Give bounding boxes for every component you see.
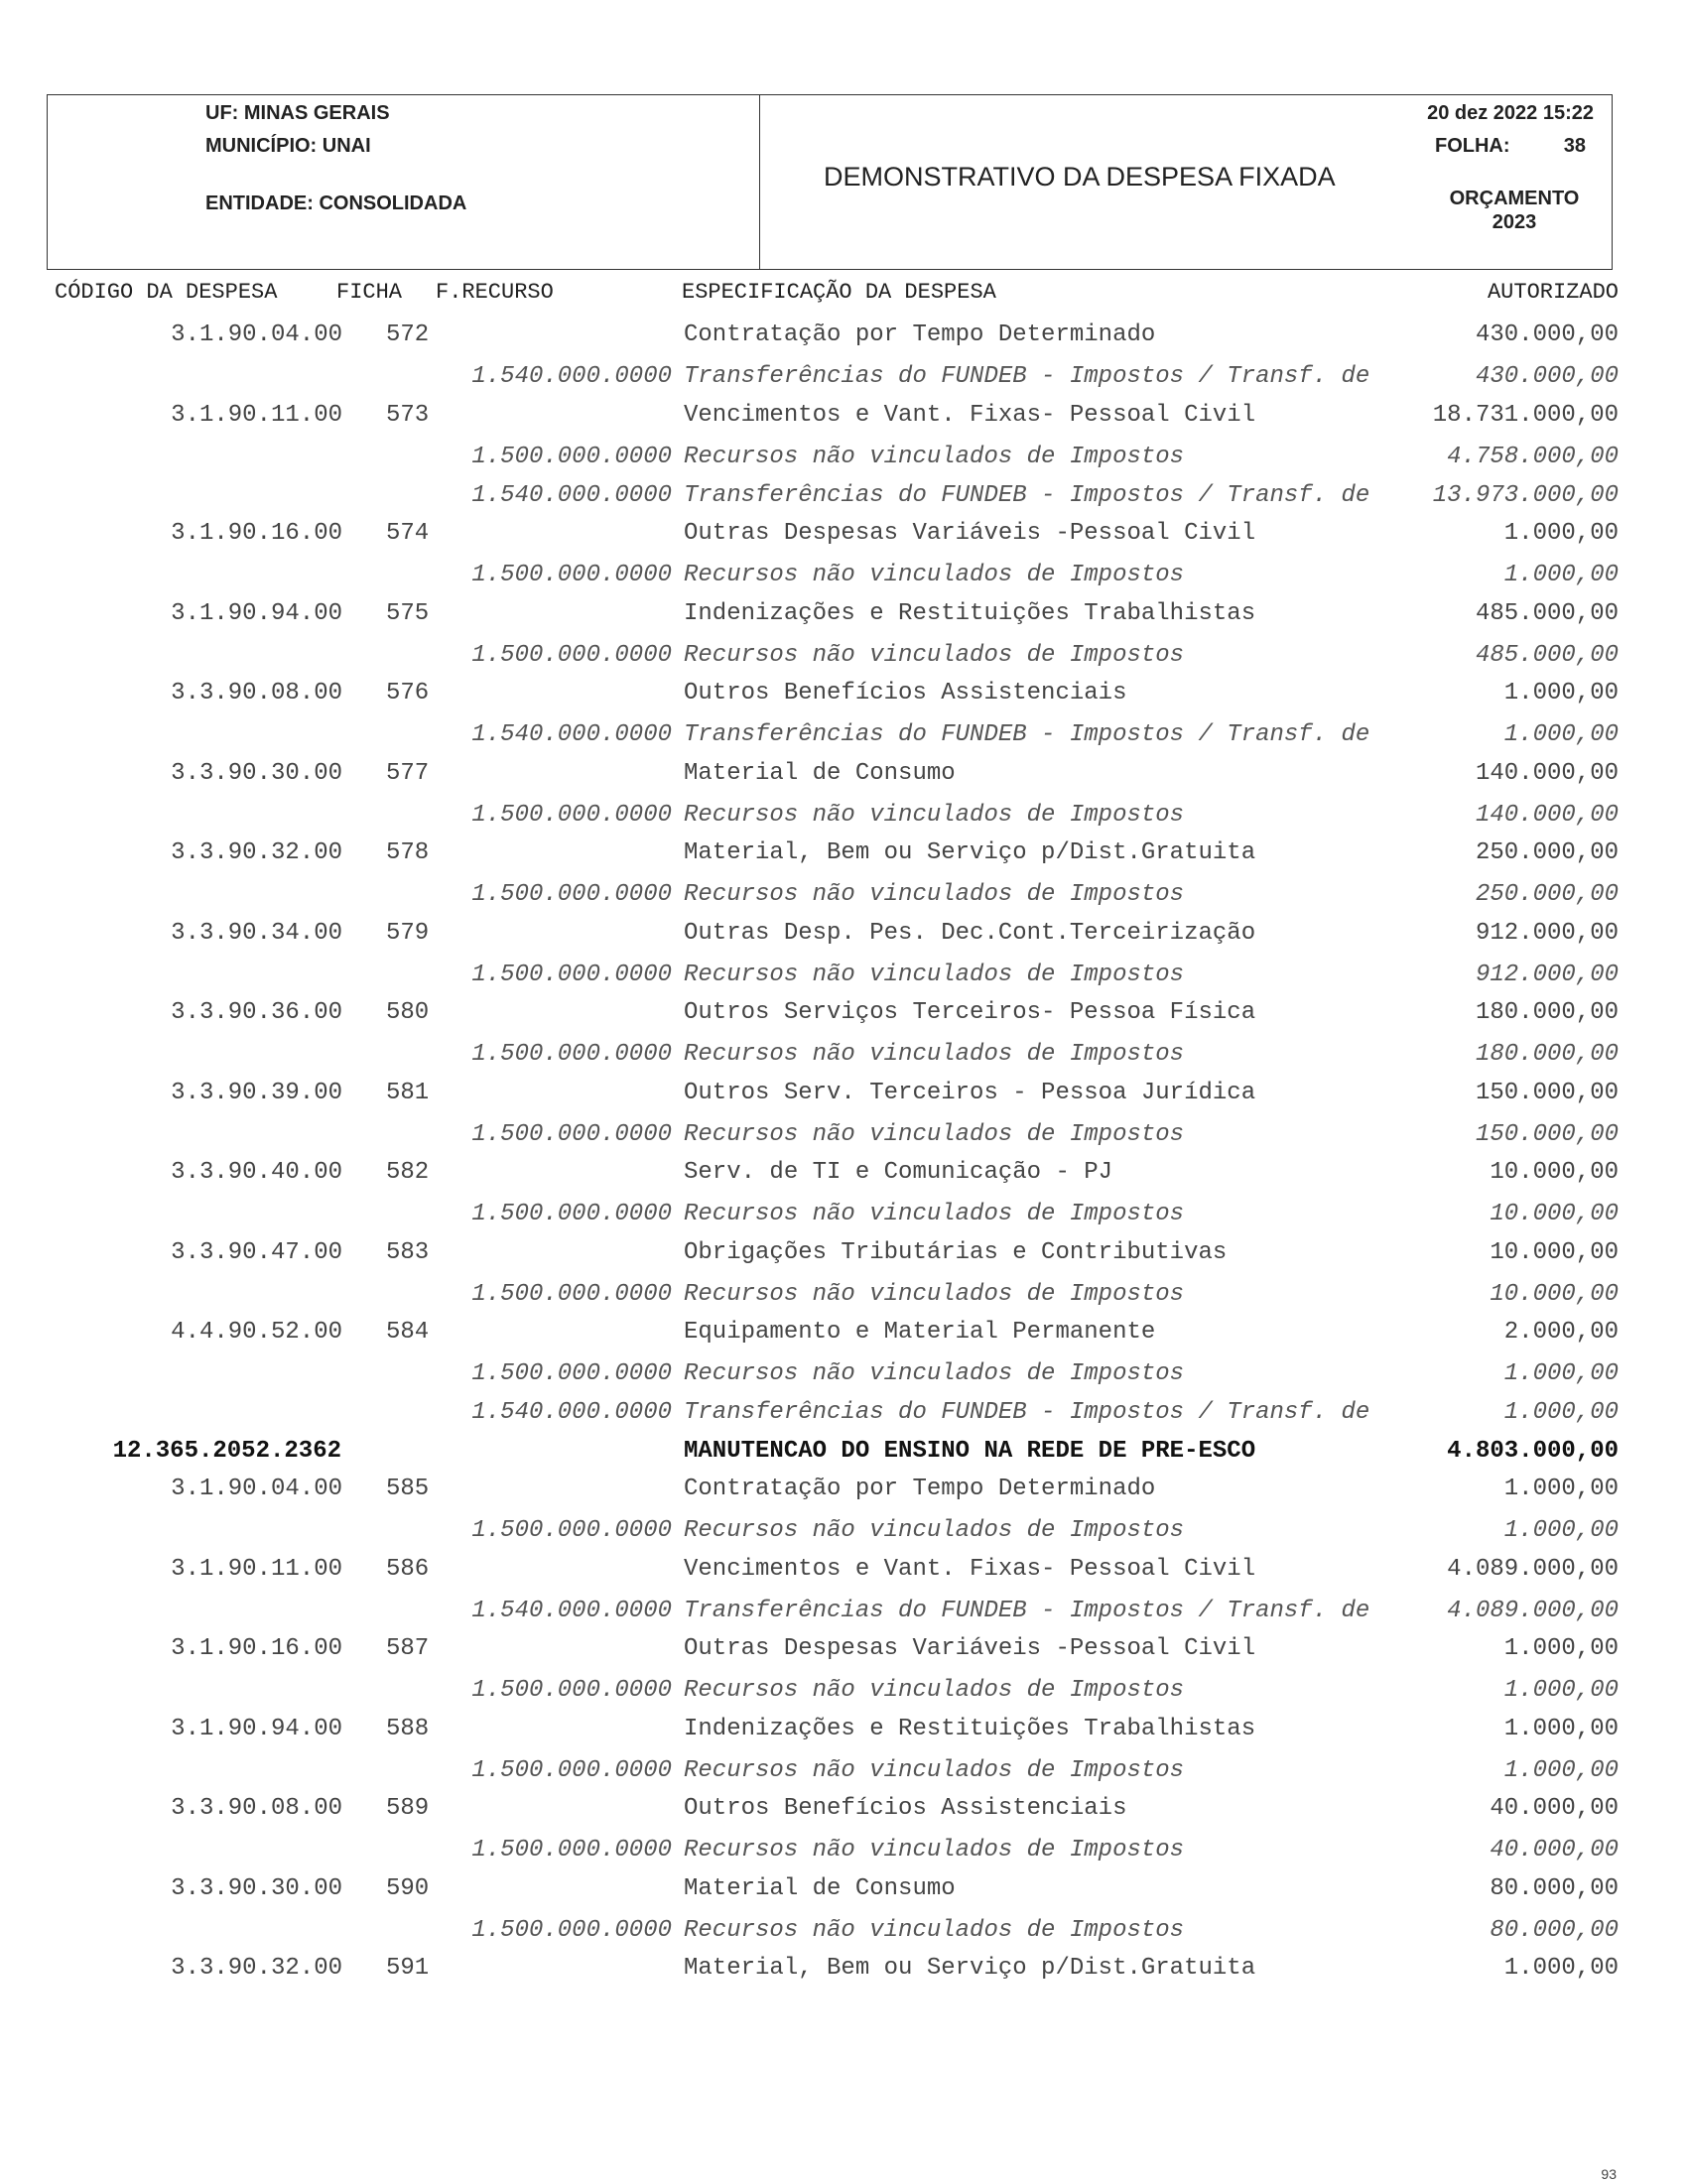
expense-code: 4.4.90.52.00 (171, 1319, 342, 1346)
resource-code: 1.500.000.0000 (471, 802, 672, 829)
expense-description: Recursos não vinculados de Impostos (684, 1837, 1185, 1863)
authorized-value: 13.973.000,00 (1432, 482, 1619, 509)
resource-code: 1.540.000.0000 (471, 721, 672, 748)
header-municipio: MUNICÍPIO: UNAI (205, 135, 371, 157)
expense-code: 3.1.90.04.00 (171, 321, 342, 348)
ficha-number: 589 (386, 1795, 430, 1822)
expense-code: 3.3.90.32.00 (171, 1955, 342, 1982)
expense-code: 3.3.90.40.00 (171, 1159, 342, 1186)
expense-description: Indenizações e Restituições Trabalhistas (684, 1716, 1256, 1742)
expense-row (0, 1080, 1688, 1109)
resource-code: 1.500.000.0000 (471, 562, 672, 588)
resource-code: 1.500.000.0000 (471, 1837, 672, 1863)
expense-row (0, 321, 1688, 351)
authorized-value: 140.000,00 (1475, 802, 1619, 829)
authorized-value: 2.000,00 (1503, 1319, 1619, 1346)
resource-code: 1.540.000.0000 (471, 1598, 672, 1624)
expense-code: 3.3.90.34.00 (171, 920, 342, 947)
authorized-value: 1.000,00 (1503, 1399, 1619, 1426)
expense-description: Recursos não vinculados de Impostos (684, 1041, 1185, 1068)
source-row (0, 444, 1688, 473)
ficha-number: 591 (386, 1955, 430, 1982)
source-row (0, 721, 1688, 751)
expense-description: Recursos não vinculados de Impostos (684, 1757, 1185, 1784)
expense-description: Recursos não vinculados de Impostos (684, 1517, 1185, 1544)
expense-row (0, 680, 1688, 709)
source-row (0, 1399, 1688, 1429)
resource-code: 1.500.000.0000 (471, 962, 672, 988)
expense-code: 3.3.90.08.00 (171, 1795, 342, 1822)
authorized-value: 40.000,00 (1490, 1795, 1619, 1822)
expense-description: Recursos não vinculados de Impostos (684, 1281, 1185, 1308)
expense-description: Transferências do FUNDEB - Impostos / Transf. de (684, 1399, 1370, 1426)
header-folha-label: FOLHA: (1435, 135, 1510, 157)
header-orcamento-label: ORÇAMENTO (1449, 188, 1580, 209)
expense-description: Transferências do FUNDEB - Impostos / Transf. de (684, 1598, 1370, 1624)
ficha-number: 577 (386, 760, 430, 787)
column-header-autorizado: AUTORIZADO (1487, 280, 1619, 305)
authorized-value: 430.000,00 (1475, 321, 1619, 348)
resource-code: 1.540.000.0000 (471, 363, 672, 390)
expense-description: Indenizações e Restituições Trabalhistas (684, 600, 1256, 627)
expense-description: Outras Despesas Variáveis -Pessoal Civil (684, 1635, 1256, 1662)
source-row (0, 1517, 1688, 1547)
source-row (0, 1121, 1688, 1151)
header-folha-number: 38 (1563, 135, 1586, 157)
resource-code: 1.500.000.0000 (471, 444, 672, 470)
expense-code: 3.3.90.32.00 (171, 839, 342, 866)
expense-row (0, 1875, 1688, 1905)
expense-description: Recursos não vinculados de Impostos (684, 1201, 1185, 1227)
resource-code: 1.500.000.0000 (471, 1281, 672, 1308)
authorized-value: 485.000,00 (1475, 642, 1619, 669)
authorized-value: 10.000,00 (1490, 1201, 1619, 1227)
expense-description: Outros Benefícios Assistenciais (684, 1795, 1127, 1822)
authorized-value: 180.000,00 (1475, 1041, 1619, 1068)
source-row (0, 1837, 1688, 1866)
resource-code: 1.500.000.0000 (471, 881, 672, 908)
expense-code: 3.3.90.47.00 (171, 1239, 342, 1266)
expense-code: 3.1.90.11.00 (171, 402, 342, 429)
expense-row (0, 1716, 1688, 1745)
expense-description: Recursos não vinculados de Impostos (684, 444, 1185, 470)
authorized-value: 250.000,00 (1475, 881, 1619, 908)
resource-code: 1.500.000.0000 (471, 1677, 672, 1704)
authorized-value: 1.000,00 (1503, 1360, 1619, 1387)
expense-description: Recursos não vinculados de Impostos (684, 1917, 1185, 1944)
expense-code: 3.1.90.16.00 (171, 520, 342, 547)
authorized-value: 1.000,00 (1503, 1517, 1619, 1544)
column-header-recurso: F.RECURSO (436, 280, 554, 305)
expense-description: Material, Bem ou Serviço p/Dist.Gratuita (684, 839, 1256, 866)
resource-code: 1.500.000.0000 (471, 1360, 672, 1387)
source-row (0, 1201, 1688, 1230)
header-entidade: ENTIDADE: CONSOLIDADA (205, 193, 467, 214)
header-datetime: 20 dez 2022 15:22 (1427, 102, 1594, 124)
authorized-value: 10.000,00 (1490, 1281, 1619, 1308)
ficha-number: 572 (386, 321, 430, 348)
column-header-codigo: CÓDIGO DA DESPESA (55, 280, 278, 305)
source-row (0, 363, 1688, 393)
source-row (0, 962, 1688, 991)
expense-description: Recursos não vinculados de Impostos (684, 642, 1185, 669)
ficha-number: 573 (386, 402, 430, 429)
expense-description: Transferências do FUNDEB - Impostos / Transf. de (684, 363, 1370, 390)
expense-row (0, 760, 1688, 790)
expense-description: Recursos não vinculados de Impostos (684, 802, 1185, 829)
resource-code: 1.500.000.0000 (471, 1121, 672, 1148)
ficha-number: 580 (386, 999, 430, 1026)
expense-description: Contratação por Tempo Determinado (684, 1476, 1156, 1502)
authorized-value: 10.000,00 (1490, 1159, 1619, 1186)
expense-code: 12.365.2052.2362 (112, 1438, 341, 1465)
resource-code: 1.540.000.0000 (471, 1399, 672, 1426)
authorized-value: 1.000,00 (1503, 1757, 1619, 1784)
expense-row (0, 1795, 1688, 1825)
ficha-number: 585 (386, 1476, 430, 1502)
authorized-value: 1.000,00 (1503, 1955, 1619, 1982)
expense-description: Serv. de TI e Comunicação - PJ (684, 1159, 1113, 1186)
expense-row (0, 1319, 1688, 1349)
ficha-number: 590 (386, 1875, 430, 1902)
expense-code: 3.3.90.39.00 (171, 1080, 342, 1106)
expense-description: Obrigações Tributárias e Contributivas (684, 1239, 1228, 1266)
expense-description: Recursos não vinculados de Impostos (684, 1360, 1185, 1387)
resource-code: 1.500.000.0000 (471, 1517, 672, 1544)
resource-code: 1.540.000.0000 (471, 482, 672, 509)
expense-description: Recursos não vinculados de Impostos (684, 1121, 1185, 1148)
authorized-value: 1.000,00 (1503, 721, 1619, 748)
document-title: DEMONSTRATIVO DA DESPESA FIXADA (824, 162, 1336, 192)
expense-row (0, 402, 1688, 432)
source-row (0, 482, 1688, 512)
resource-code: 1.500.000.0000 (471, 1201, 672, 1227)
ficha-number: 584 (386, 1319, 430, 1346)
source-row (0, 1677, 1688, 1707)
header-orcamento-year: 2023 (1492, 211, 1537, 233)
authorized-value: 485.000,00 (1475, 600, 1619, 627)
authorized-value: 4.089.000,00 (1447, 1598, 1619, 1624)
authorized-value: 4.758.000,00 (1447, 444, 1619, 470)
column-header-ficha: FICHA (336, 280, 403, 305)
ficha-number: 583 (386, 1239, 430, 1266)
ficha-number: 574 (386, 520, 430, 547)
expense-row (0, 920, 1688, 950)
ficha-number: 587 (386, 1635, 430, 1662)
expense-description: Vencimentos e Vant. Fixas- Pessoal Civil (684, 402, 1256, 429)
resource-code: 1.500.000.0000 (471, 1041, 672, 1068)
authorized-value: 1.000,00 (1503, 1635, 1619, 1662)
expense-description: Outros Benefícios Assistenciais (684, 680, 1127, 707)
authorized-value: 1.000,00 (1503, 1716, 1619, 1742)
ficha-number: 582 (386, 1159, 430, 1186)
expense-description: Outras Desp. Pes. Dec.Cont.Terceirização (684, 920, 1256, 947)
expense-description: Recursos não vinculados de Impostos (684, 881, 1185, 908)
ficha-number: 586 (386, 1556, 430, 1583)
expense-description: Material de Consumo (684, 1875, 956, 1902)
expense-description: Material de Consumo (684, 760, 956, 787)
authorized-value: 1.000,00 (1503, 680, 1619, 707)
authorized-value: 4.089.000,00 (1447, 1556, 1619, 1583)
source-row (0, 881, 1688, 911)
ficha-number: 578 (386, 839, 430, 866)
ficha-number: 576 (386, 680, 430, 707)
authorized-value: 430.000,00 (1475, 363, 1619, 390)
authorized-value: 180.000,00 (1475, 999, 1619, 1026)
source-row (0, 1041, 1688, 1071)
source-row (0, 1917, 1688, 1947)
expense-row (0, 1476, 1688, 1505)
authorized-value: 140.000,00 (1475, 760, 1619, 787)
source-row (0, 1281, 1688, 1311)
expense-description: Transferências do FUNDEB - Impostos / Transf. de (684, 721, 1370, 748)
expense-code: 3.3.90.30.00 (171, 760, 342, 787)
authorized-value: 80.000,00 (1490, 1917, 1619, 1944)
ficha-number: 581 (386, 1080, 430, 1106)
expense-row (0, 1159, 1688, 1189)
expense-code: 3.1.90.11.00 (171, 1556, 342, 1583)
expense-description: Recursos não vinculados de Impostos (684, 562, 1185, 588)
expense-description: Equipamento e Material Permanente (684, 1319, 1156, 1346)
resource-code: 1.500.000.0000 (471, 1917, 672, 1944)
source-row (0, 1598, 1688, 1627)
authorized-value: 1.000,00 (1503, 1677, 1619, 1704)
expense-code: 3.3.90.36.00 (171, 999, 342, 1026)
authorized-value: 1.000,00 (1503, 1476, 1619, 1502)
authorized-value: 912.000,00 (1475, 920, 1619, 947)
authorized-value: 1.000,00 (1503, 520, 1619, 547)
expense-row (0, 1556, 1688, 1586)
expense-description: Material, Bem ou Serviço p/Dist.Gratuita (684, 1955, 1256, 1982)
expense-code: 3.3.90.30.00 (171, 1875, 342, 1902)
expense-description: Recursos não vinculados de Impostos (684, 962, 1185, 988)
authorized-value: 80.000,00 (1490, 1875, 1619, 1902)
ficha-number: 588 (386, 1716, 430, 1742)
authorized-value: 150.000,00 (1475, 1080, 1619, 1106)
authorized-value: 10.000,00 (1490, 1239, 1619, 1266)
ficha-number: 575 (386, 600, 430, 627)
authorized-value: 1.000,00 (1503, 562, 1619, 588)
header-divider (759, 94, 760, 270)
expense-code: 3.1.90.94.00 (171, 600, 342, 627)
resource-code: 1.500.000.0000 (471, 642, 672, 669)
authorized-value: 250.000,00 (1475, 839, 1619, 866)
page-number: 93 (1601, 2166, 1617, 2182)
program-row (0, 1438, 1688, 1468)
authorized-value: 40.000,00 (1490, 1837, 1619, 1863)
column-header-especificacao: ESPECIFICAÇÃO DA DESPESA (682, 280, 996, 305)
expense-description: Outros Serv. Terceiros - Pessoa Jurídica (684, 1080, 1256, 1106)
ficha-number: 579 (386, 920, 430, 947)
expense-description: Recursos não vinculados de Impostos (684, 1677, 1185, 1704)
expense-code: 3.1.90.16.00 (171, 1635, 342, 1662)
expense-description: Transferências do FUNDEB - Impostos / Transf. de (684, 482, 1370, 509)
expense-description: MANUTENCAO DO ENSINO NA REDE DE PRE-ESCO (684, 1438, 1256, 1465)
expense-row (0, 1635, 1688, 1665)
expense-code: 3.1.90.04.00 (171, 1476, 342, 1502)
expense-row (0, 520, 1688, 550)
authorized-value: 18.731.000,00 (1432, 402, 1619, 429)
source-row (0, 562, 1688, 591)
resource-code: 1.500.000.0000 (471, 1757, 672, 1784)
authorized-value: 912.000,00 (1475, 962, 1619, 988)
expense-description: Vencimentos e Vant. Fixas- Pessoal Civil (684, 1556, 1256, 1583)
header-uf: UF: MINAS GERAIS (205, 102, 390, 124)
authorized-value: 4.803.000,00 (1447, 1438, 1619, 1465)
source-row (0, 1360, 1688, 1390)
source-row (0, 802, 1688, 832)
expense-description: Contratação por Tempo Determinado (684, 321, 1156, 348)
authorized-value: 150.000,00 (1475, 1121, 1619, 1148)
expense-row (0, 1955, 1688, 1985)
expense-row (0, 600, 1688, 630)
expense-row (0, 839, 1688, 869)
expense-row (0, 1239, 1688, 1269)
source-row (0, 642, 1688, 672)
source-row (0, 1757, 1688, 1787)
expense-description: Outros Serviços Terceiros- Pessoa Física (684, 999, 1256, 1026)
expense-row (0, 999, 1688, 1029)
expense-description: Outras Despesas Variáveis -Pessoal Civil (684, 520, 1256, 547)
expense-code: 3.3.90.08.00 (171, 680, 342, 707)
expense-code: 3.1.90.94.00 (171, 1716, 342, 1742)
